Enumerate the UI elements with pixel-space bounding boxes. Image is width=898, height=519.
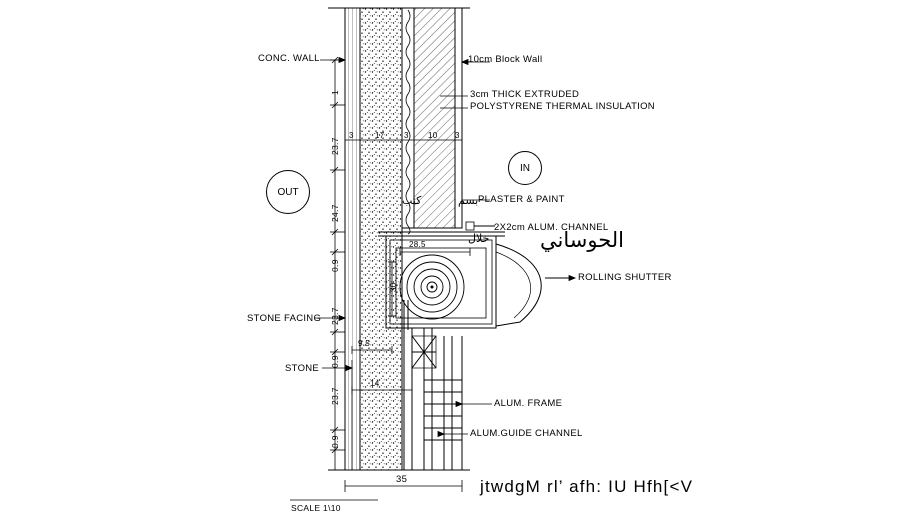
dimension-d7: 23.7 bbox=[330, 387, 340, 405]
label-alum-guide-channel: ALUM.GUIDE CHANNEL bbox=[470, 428, 583, 439]
arabic-mid-text: خلال bbox=[468, 232, 490, 245]
dimension-d8: 0.9 bbox=[330, 435, 340, 448]
dimension-inner-4: 10 bbox=[428, 131, 438, 140]
scale-note: SCALE 1\10 bbox=[291, 503, 341, 513]
dimension-9-5: 9.5 bbox=[358, 339, 371, 348]
label-stone: STONE bbox=[285, 363, 320, 374]
label-conc-wall: CONC. WALL bbox=[258, 53, 320, 64]
footer-title: jtwdgM rl’ afh: IU Hfh[<V bbox=[480, 477, 694, 496]
label-plaster-paint: PLASTER & PAINT bbox=[478, 194, 565, 205]
label-stone-facing: STONE FACING bbox=[247, 313, 322, 324]
dimension-d6: 0.9 bbox=[330, 355, 340, 368]
label-insulation-line1: 3cm THICK EXTRUDED bbox=[470, 89, 580, 100]
dimension-inner-5: 3 bbox=[455, 131, 460, 140]
label-alum-channel: 2X2cm ALUM. CHANNEL bbox=[494, 222, 609, 233]
dimension-inner-2: 17 bbox=[375, 131, 385, 140]
out-marker-label: OUT bbox=[277, 186, 299, 198]
label-block-wall: 10cm Block Wall bbox=[468, 54, 543, 65]
dimension-d4: 0.9 bbox=[330, 259, 340, 272]
dimension-overall: 35 bbox=[396, 474, 408, 485]
dimension-d2: 23.7 bbox=[330, 137, 340, 155]
in-marker-label: IN bbox=[520, 162, 530, 174]
dimension-inner-1: 3 bbox=[349, 131, 354, 140]
in-marker bbox=[508, 151, 542, 185]
dimension-box-width: 28.5 bbox=[409, 240, 426, 249]
out-marker bbox=[266, 170, 310, 214]
arabic-small-left: كتب bbox=[402, 194, 422, 207]
label-alum-frame: ALUM. FRAME bbox=[494, 398, 563, 409]
dimension-d3: 24.7 bbox=[330, 204, 340, 222]
dimension-14: 14 bbox=[370, 379, 380, 388]
dimension-d5: 23.7 bbox=[330, 307, 340, 325]
dimension-box-height: 30 bbox=[389, 282, 398, 292]
dimension-d1: 1 bbox=[330, 89, 340, 95]
dimension-inner-3: 3 bbox=[404, 131, 409, 140]
arabic-small-right: بسم bbox=[458, 194, 479, 207]
arabic-big-text: الحوساني bbox=[540, 228, 624, 252]
label-rolling-shutter: ROLLING SHUTTER bbox=[578, 272, 672, 283]
label-insulation-line2: POLYSTYRENE THERMAL INSULATION bbox=[470, 101, 655, 112]
